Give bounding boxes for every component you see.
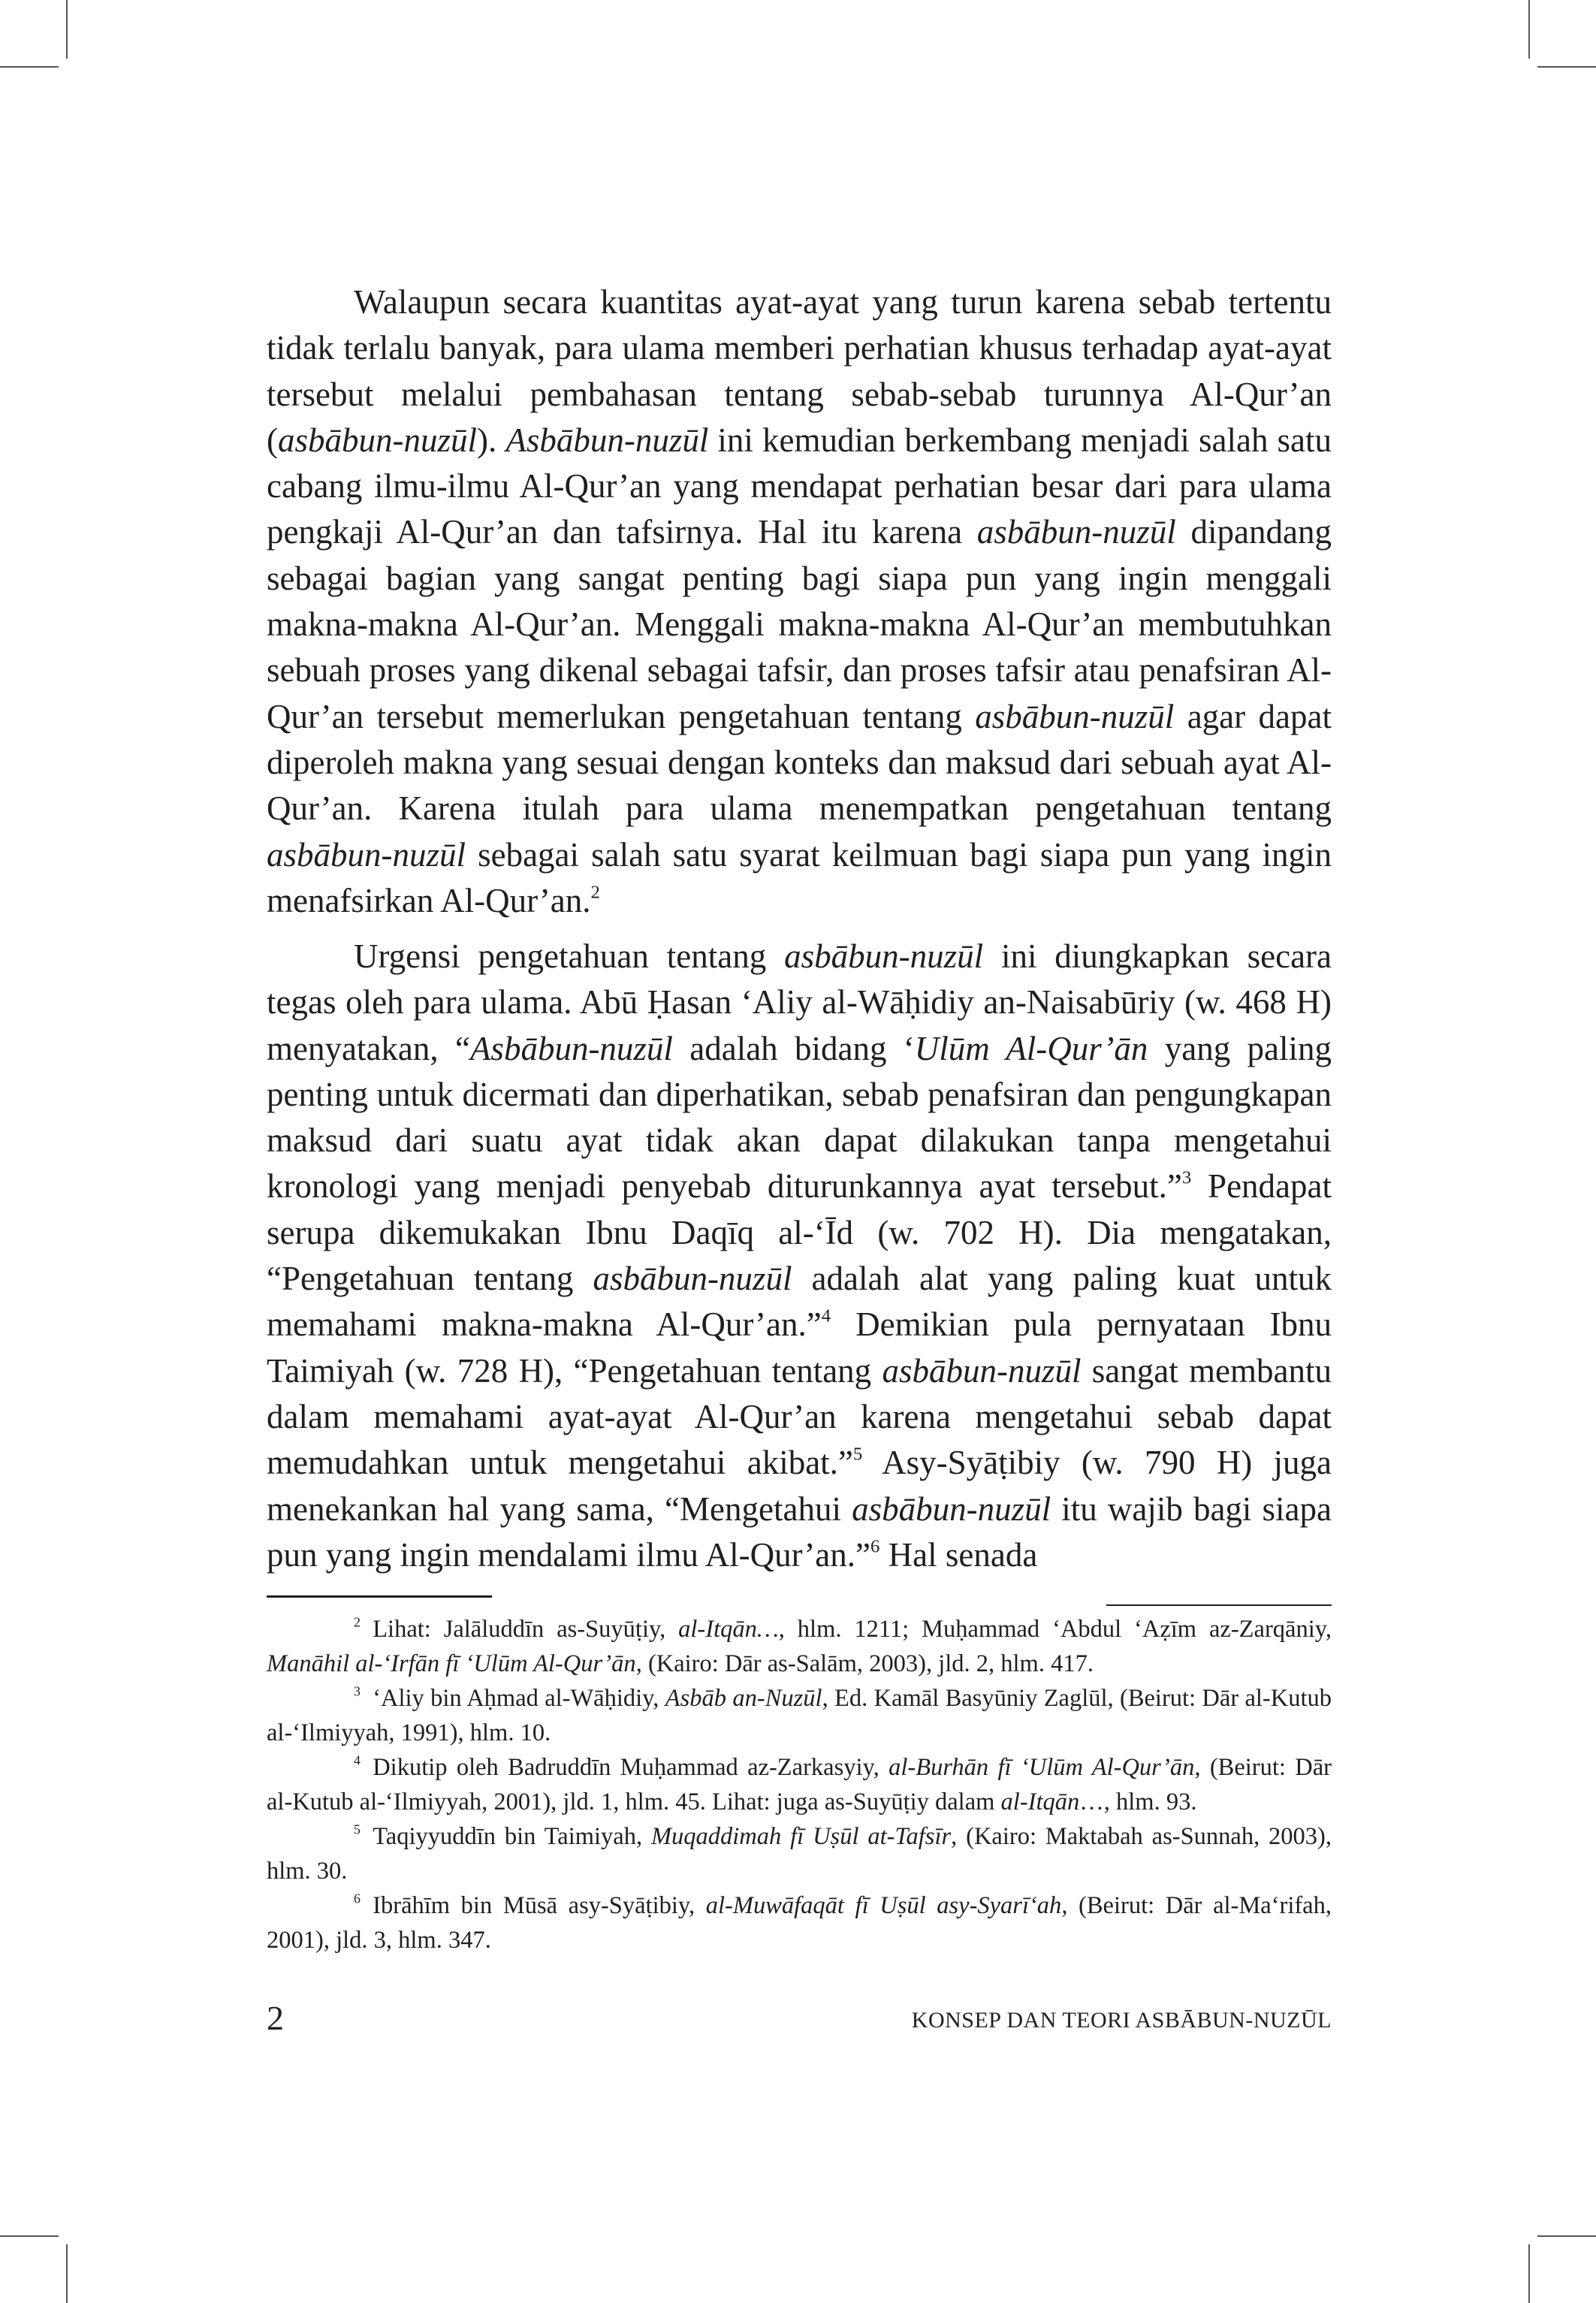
text-run: ini diungkapkan secara tegas oleh para ulama. Abū Ḥasan ‘Aliy al-Wāḥidiy an-Naisabūriy (w. 468 H) menyatakan, “: [267, 937, 1332, 1067]
italic-term: asbābun-nuzūl: [976, 513, 1176, 551]
text-run: , (Beirut: Dār al-Ma‘rifah, 2001), jld. 3, hlm. 347.: [267, 1892, 1332, 1954]
text-run: sebagai salah satu syarat keilmuan bagi siapa pun yang ingin menafsirkan Al-Qur’an.: [267, 835, 1332, 919]
text-run: ‘Aliy bin Aḥmad al-Wāḥidiy,: [373, 1685, 665, 1712]
text-run: Taqiyyuddīn bin Taimiyah,: [373, 1823, 651, 1850]
footnote-reference: 5: [852, 1444, 863, 1465]
footnote-number: 6: [354, 1891, 361, 1906]
footnotes: [267, 1613, 1332, 1958]
footnote-separator-rule: [267, 1595, 492, 1598]
crop-mark-top-left-horizontal: [0, 66, 59, 68]
footnote-6: [267, 1889, 1332, 1957]
text-run: ini kemudian berkembang menjadi salah satu cabang ilmu-ilmu Al-Qur’an yang mendapat perhatian besar dari para ulama pengkaji Al-Qur’an dan tafsirnya. Hal itu karena: [267, 421, 1332, 551]
footnote-5: [267, 1820, 1332, 1888]
text-run: , Ed. Kamāl Basyūniy Zaglūl, (Beirut: Dār al-Kutub al-‘Ilmiyyah, 1991), hlm. 10.: [267, 1685, 1332, 1746]
crop-mark-bottom-left-vertical: [66, 2244, 68, 2303]
text-run: itu wajib bagi siapa pun yang ingin mendalami ilmu Al-Qur’an.”: [267, 1490, 1332, 1574]
italic-term: asbābun-nuzūl: [852, 1490, 1051, 1528]
crop-mark-bottom-left-horizontal: [0, 2235, 59, 2237]
text-run: …, hlm. 93.: [1079, 1788, 1197, 1816]
text-run: Pendapat serupa dikemukakan Ibnu Daqīq al-‘Īd (w. 702 H). Dia mengatakan, “Pengetahuan tentang: [267, 1167, 1332, 1298]
text-run: Hal senada: [879, 1535, 1038, 1574]
crop-mark-top-right-vertical: [1528, 0, 1530, 59]
running-title: KONSEP DAN TEORI ASBĀBUN-NUZŪL: [911, 2008, 1332, 2033]
text-run: Lihat: Jalāluddīn as-Suyūṭiy,: [373, 1616, 679, 1643]
text-run: , (Kairo: Maktabah as-Sunnah, 2003), hlm. 30.: [267, 1823, 1332, 1885]
crop-mark-top-right-horizontal: [1537, 66, 1596, 68]
footnote-reference: 3: [1181, 1167, 1192, 1188]
italic-term: Ulūm Al-Qur’ān: [914, 1029, 1148, 1067]
page-number: 2: [267, 1999, 284, 2037]
text-run: yang paling penting untuk dicermati dan diperhatikan, sebab penafsiran dan pengungkapan maksud dari suatu ayat tidak akan dapat dilakukan tanpa mengetahui kronologi yang menjadi penyebab diturunkannya ayat tersebut.”: [267, 1029, 1332, 1206]
text-run: , hlm. 1211; Muḥammad ‘Abdul ‘Aẓīm az-Zarqāniy,: [778, 1616, 1332, 1643]
text-run: , (Kairo: Dār as-Salām, 2003), jld. 2, hlm. 417.: [635, 1650, 1094, 1677]
body-paragraph-2: [267, 934, 1332, 1578]
footnote-3: [267, 1682, 1332, 1750]
footnote-number: 4: [354, 1752, 361, 1768]
crop-mark-top-left-vertical: [66, 0, 68, 59]
footnote-reference: 6: [870, 1536, 880, 1557]
text-run: adalah alat yang paling kuat untuk memahami makna-makna Al-Qur’an.”: [267, 1260, 1332, 1344]
footnote-reference: 4: [821, 1305, 831, 1327]
italic-term: asbābun-nuzūl: [267, 835, 466, 874]
text-run: Ibrāhīm bin Mūsā asy-Syāṭibiy,: [373, 1892, 706, 1919]
footnote-number: 5: [354, 1822, 361, 1837]
text-run: adalah bidang ‘: [672, 1029, 915, 1067]
footnote-number: 2: [354, 1614, 361, 1630]
footnote-2: [267, 1613, 1332, 1681]
italic-term: asbābun-nuzūl: [975, 697, 1175, 735]
italic-term: Asbābun-nuzūl: [469, 1029, 673, 1067]
text-run: Dikutip oleh Badruddīn Muḥammad az-Zarkasyiy,: [373, 1754, 889, 1781]
italic-term: al-Burhān fī ‘Ulūm Al-Qur’ān: [889, 1754, 1195, 1781]
text-run: Walaupun secara kuantitas ayat-ayat yang turun karena sebab tertentu tidak terlalu banyak, para ulama memberi perhatian khusus terhadap ayat-ayat tersebut melalui pembahasan tentang sebab-sebab turunnya Al-Qur’an (: [267, 283, 1332, 459]
crop-mark-bottom-right-horizontal: [1537, 2235, 1596, 2237]
footnote-number: 3: [354, 1683, 361, 1699]
text-run: Urgensi pengetahuan tentang: [354, 937, 785, 975]
italic-term: Manāhil al-‘Irfān fī ‘Ulūm Al-Qur’ān: [267, 1650, 636, 1677]
text-run: ).: [477, 421, 506, 459]
body-paragraph-1: [267, 279, 1332, 924]
italic-term: Asbāb an-Nuzūl: [665, 1685, 822, 1712]
text-run: Demikian pula pernyataan Ibnu Taimiyah (w. 728 H), “Pengetahuan tentang: [267, 1305, 1332, 1390]
text-run: Asy-Syāṭibiy (w. 790 H) juga menekankan hal yang sama, “Mengetahui: [267, 1444, 1332, 1528]
italic-term: al-Muwāfaqāt fī Uṣūl asy-Syarī‘ah: [705, 1892, 1062, 1919]
italic-term: asbābun-nuzūl: [278, 421, 478, 459]
crop-mark-bottom-right-vertical: [1528, 2244, 1530, 2303]
italic-term: asbābun-nuzūl: [784, 937, 984, 975]
italic-term: al-Itqān: [1000, 1788, 1080, 1816]
italic-term: Muqaddimah fī Uṣūl at-Tafsīr: [650, 1823, 952, 1850]
italic-term: Asbābun-nuzūl: [505, 421, 709, 459]
italic-term: al-Itqān…: [678, 1616, 779, 1643]
italic-term: asbābun-nuzūl: [882, 1351, 1082, 1390]
footnote-4: [267, 1751, 1332, 1819]
footnote-reference: 2: [590, 882, 600, 903]
text-run: dipandang sebagai bagian yang sangat penting bagi siapa pun yang ingin menggali makna-makna Al-Qur’an. Menggali makna-makna Al-Qur’an membutuhkan sebuah proses yang dikenal sebagai tafsir, dan proses tafsir atau penafsiran Al-Qur’an tersebut memerlukan pengetahuan tentang: [267, 513, 1332, 735]
text-run: sangat membantu dalam memahami ayat-ayat Al-Qur’an karena mengetahui sebab dapat memudahkan untuk mengetahui akibat.”: [267, 1351, 1332, 1482]
text-run: agar dapat diperoleh makna yang sesuai dengan konteks dan maksud dari sebuah ayat Al-Qur’an. Karena itulah para ulama menempatkan pengetahuan tentang: [267, 697, 1332, 828]
text-run: , (Beirut: Dār al-Kutub al-‘Ilmiyyah, 2001), jld. 1, hlm. 45. Lihat: juga as-Suyūṭiy dalam: [267, 1754, 1332, 1816]
italic-term: asbābun-nuzūl: [593, 1260, 792, 1298]
footnote-continuation-rule: [1106, 1604, 1332, 1606]
